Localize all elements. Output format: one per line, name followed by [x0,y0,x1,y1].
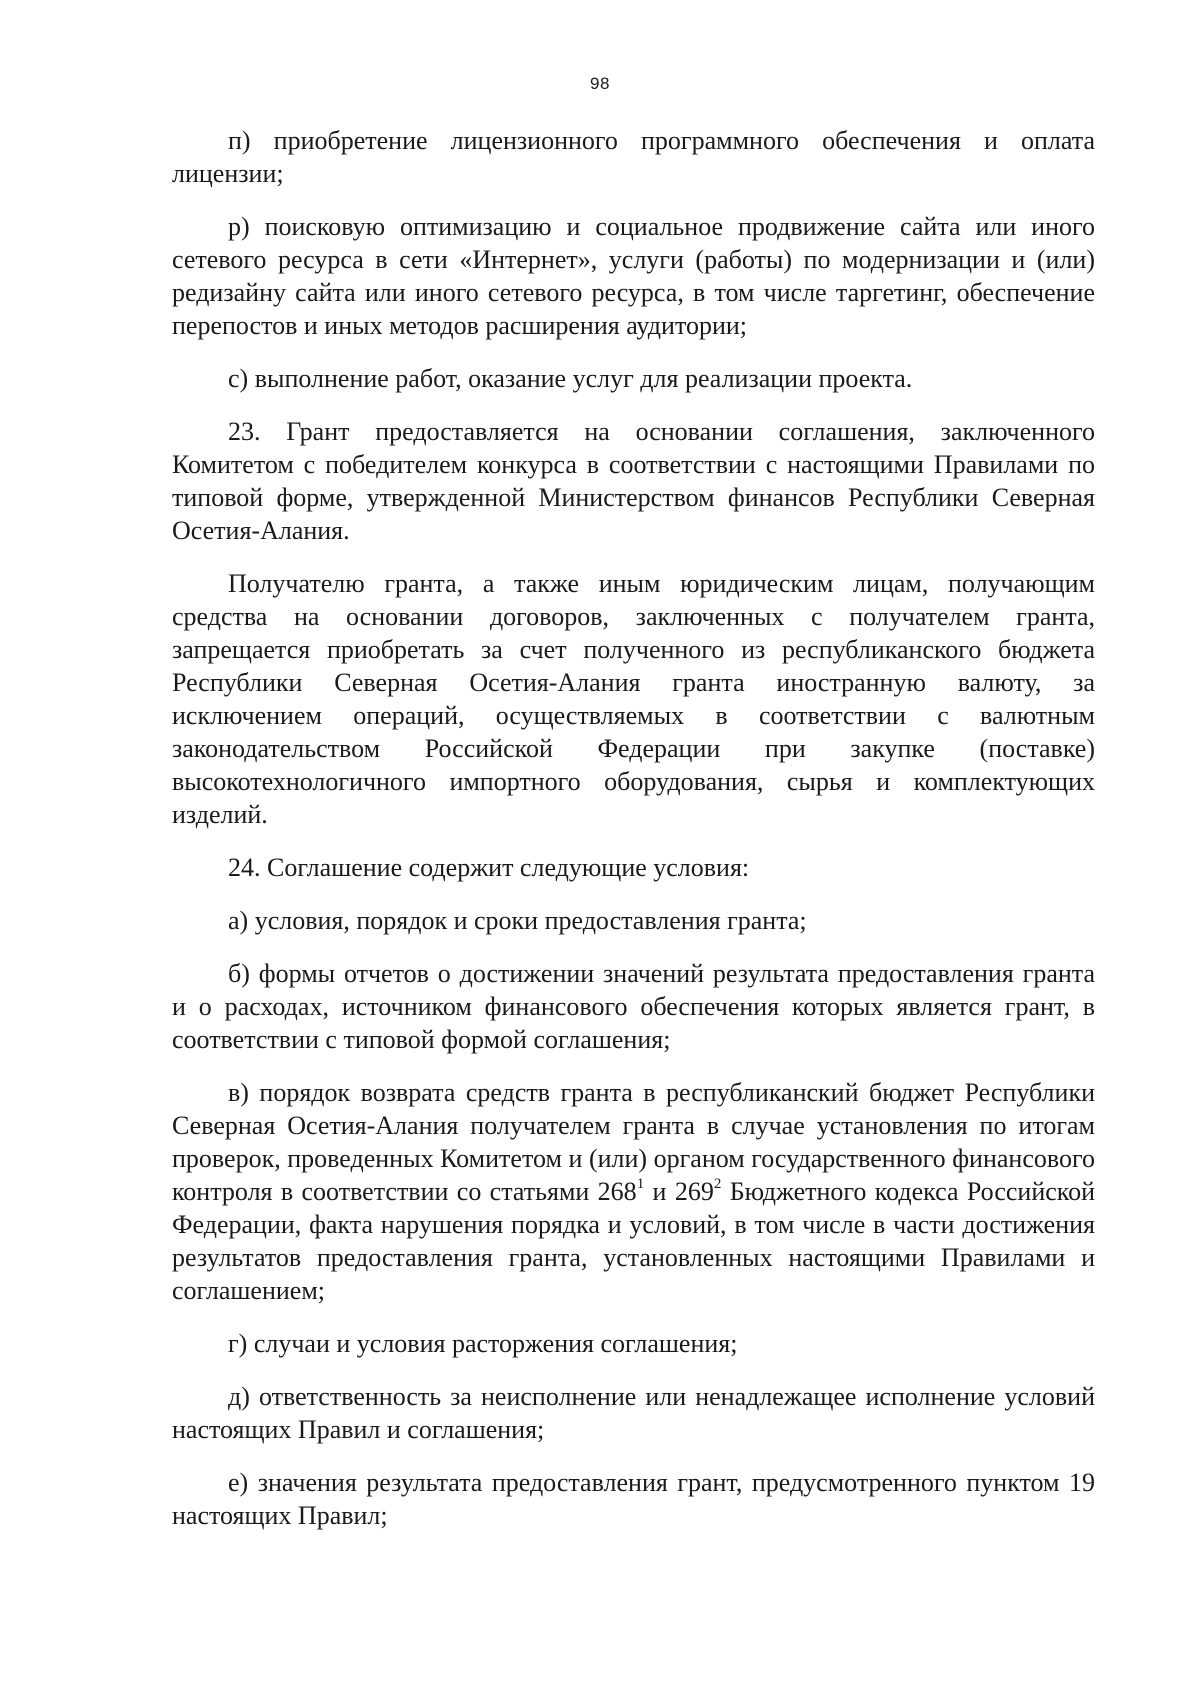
paragraph-v-after: Бюджетного кодекса Российской Федерации, факта нарушения порядка и условий, в том числе в части достижения результатов предоставления гранта, установленных настоящими Правилами и соглашением; [172,1177,1096,1305]
paragraph-23: 23. Грант предоставляется на основании соглашения, заключенного Комитетом с победителем конкурса в соответствии с настоящими Правилами по типовой форме, утвержденной Министерством финансов Республики Северная Осетия-Алания. [172,417,1095,545]
paragraph-grant-recipient: Получателю гранта, а также иным юридическим лицам, получающим средства на основании договоров, заключенных с получателем гранта, запрещается приобретать за счет полученного из республиканского бюджета Республики Северная Осетия-Алания гранта иностранную валюту, за исключением операций, осуществляемых в соответствии с валютным законодательством Российской Федерации при закупке (поставке) высокотехнологичного импортного оборудования, сырья и комплектующих изделий. [172,569,1095,829]
superscript-2: 2 [713,1176,722,1193]
paragraph-a: а) условия, порядок и сроки предоставления гранта; [228,906,807,935]
paragraph-b: б) формы отчетов о достижении значений результата предоставления гранта и о расходах, источником финансового обеспечения которых является грант, в соответствии с типовой формой соглашения; [172,959,1095,1054]
paragraph-e: е) значения результата предоставления грант, предусмотренного пунктом 19 настоящих Правил; [172,1468,1095,1530]
page-number: 98 [590,74,610,93]
document-body [172,124,1095,1552]
paragraph-v [172,1076,1095,1307]
paragraph-d: д) ответственность за неисполнение или ненадлежащее исполнение условий настоящих Правил и соглашения; [172,1382,1095,1444]
paragraph-p: п) приобретение лицензионного программного обеспечения и оплата лицензии; [172,126,1095,188]
paragraph-24: 24. Соглашение содержит следующие условия: [228,853,750,882]
superscript-1: 1 [636,1176,645,1193]
paragraph-g: г) случаи и условия расторжения соглашения; [228,1329,738,1358]
paragraph-s: с) выполнение работ, оказание услуг для реализации проекта. [228,364,913,393]
paragraph-v-before: в) порядок возврата средств гранта в республиканский бюджет Республики Северная Осетия-Алания получателем гранта в случае установления по итогам проверок, проведенных Комитетом и (или) органом государственного финансового контроля в соответствии со статьями 268 [172,1078,1095,1206]
paragraph-r: р) поисковую оптимизацию и социальное продвижение сайта или иного сетевого ресурса в сети «Интернет», услуги (работы) по модернизации и (или) редизайну сайта или иного сетевого ресурса, в том числе таргетинг, обеспечение перепостов и иных методов расширения аудитории; [172,212,1095,340]
paragraph-v-middle: и 269 [644,1177,714,1206]
